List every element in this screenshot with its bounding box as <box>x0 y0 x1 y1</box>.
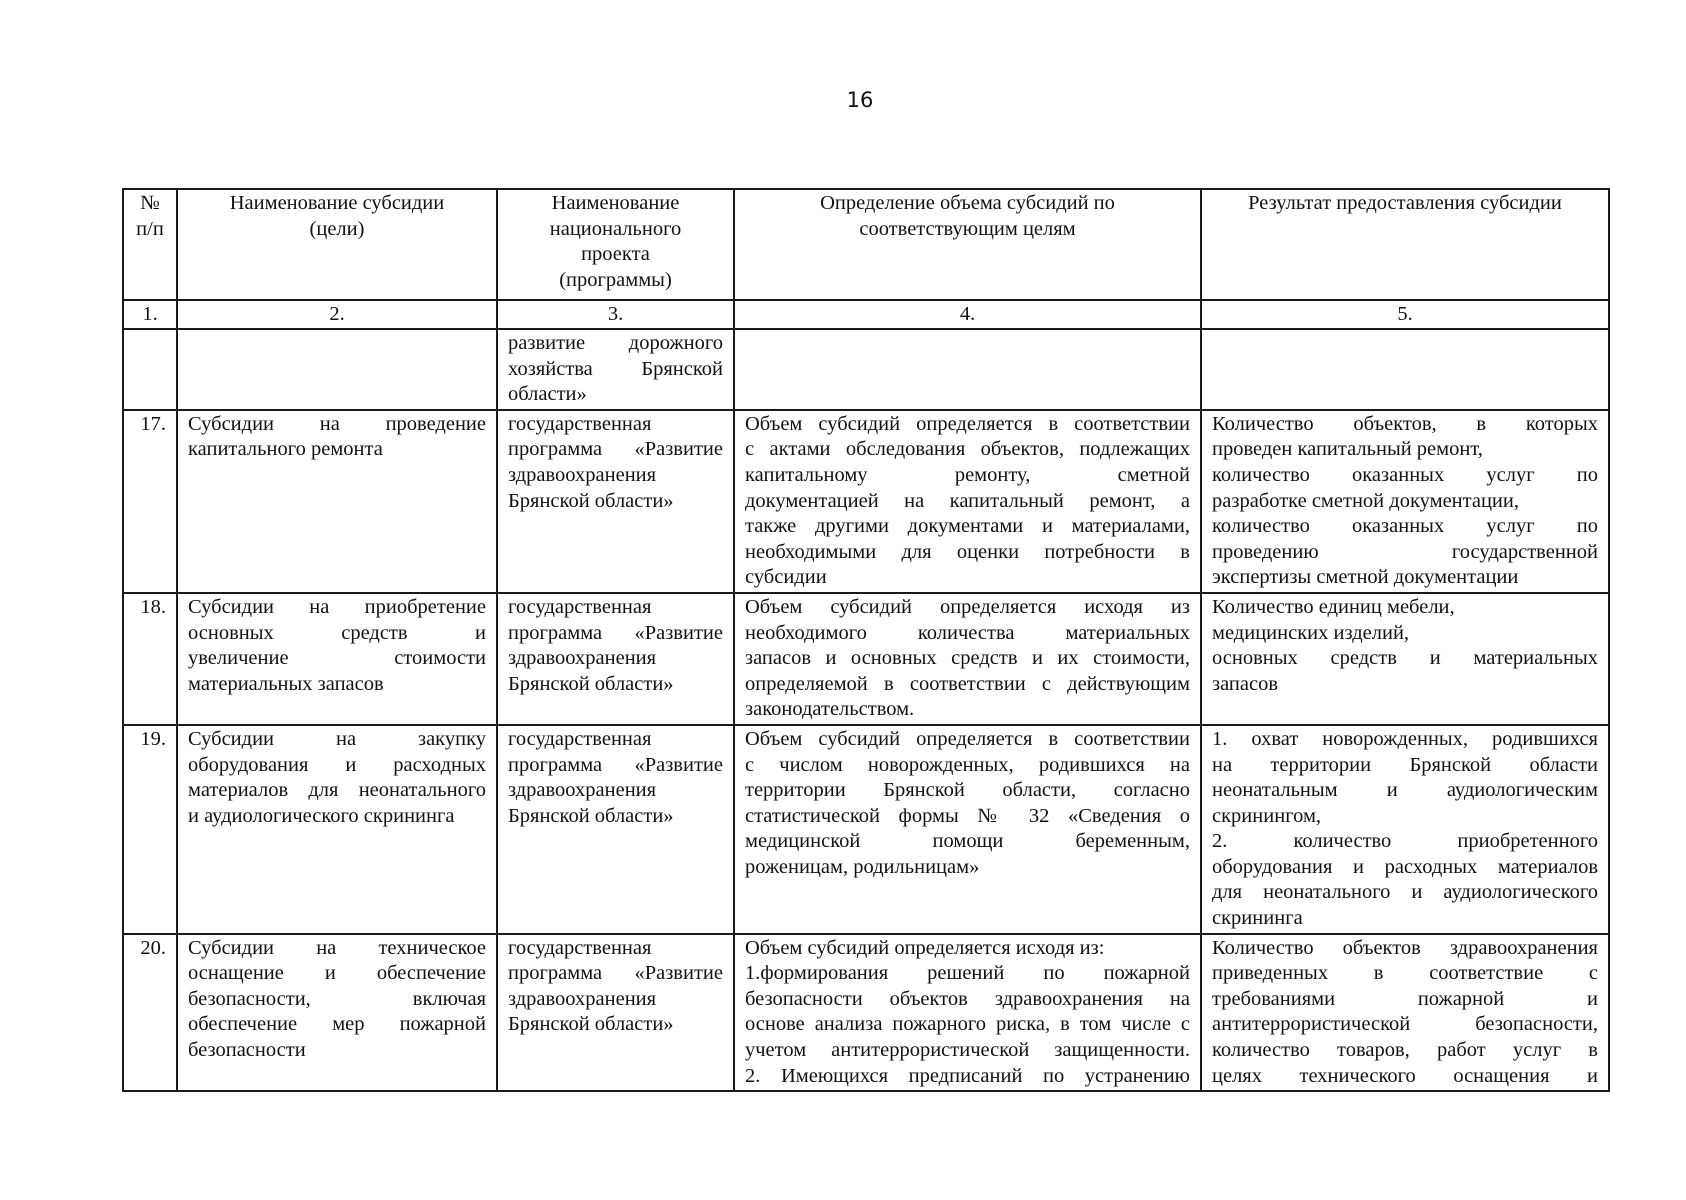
text-line: программа «Развитие <box>508 621 723 644</box>
page-number: 16 <box>846 88 874 112</box>
subsidy-table <box>122 188 1610 1092</box>
text-line: Объем субсидий определяется в соответствии <box>745 412 1190 435</box>
column-number: 1. <box>123 300 177 329</box>
text-line: основе анализа пожарного риска, в том числе с <box>745 1013 1190 1036</box>
row-volume-definition <box>734 725 1201 934</box>
text-line: здравоохранения <box>508 463 657 486</box>
text-line: безопасности, включая <box>188 987 486 1010</box>
text-line: Объем субсидий определяется в соответствии <box>745 727 1190 750</box>
text-line: материалов для неонатального <box>188 779 486 802</box>
text-line: развитие дорожного <box>508 332 723 354</box>
text-line: скринингом, <box>1212 804 1322 827</box>
row-volume-definition <box>734 934 1201 1092</box>
header-line: Наименование субсидии <box>229 192 445 214</box>
row-subsidy-name <box>177 410 497 593</box>
text-line: для неонатального и аудиологического <box>1212 881 1598 904</box>
column-number: 4. <box>734 300 1201 329</box>
text-line: 2. количество приобретенного <box>1212 830 1598 853</box>
text-line: здравоохранения <box>508 987 657 1010</box>
text-line: Количество объектов здравоохранения <box>1212 936 1598 959</box>
row-number: 17. <box>123 410 177 593</box>
text-line: с числом новорожденных, родившихся на <box>745 753 1190 776</box>
text-line: законодательством. <box>745 698 915 721</box>
text-line: программа «Развитие <box>508 438 723 461</box>
text-line: антитеррористической безопасности, <box>1212 1013 1598 1036</box>
table-row <box>123 934 1609 1092</box>
header-line: Результат предоставления субсидии <box>1248 192 1562 214</box>
text-line: скрининга <box>1212 907 1303 930</box>
text-line: капитального ремонта <box>188 438 383 461</box>
row-result <box>1201 725 1609 934</box>
row-number <box>123 329 177 410</box>
text-line: Брянской области» <box>508 672 674 695</box>
row-number: 20. <box>123 934 177 1092</box>
text-line: государственная <box>508 727 652 750</box>
text-line: статистической формы № 32 «Сведения о <box>745 804 1190 827</box>
row-result <box>1201 410 1609 593</box>
row-subsidy-name <box>177 329 497 410</box>
text-line: обеспечение мер пожарной <box>188 1013 486 1036</box>
header-line: п/п <box>136 217 164 240</box>
text-line: на территории Брянской области <box>1212 753 1598 776</box>
text-line: территории Брянской области, согласно <box>745 779 1190 802</box>
row-result <box>1201 934 1609 1092</box>
column-number: 5. <box>1201 300 1609 329</box>
text-line: Брянской области» <box>508 804 674 827</box>
text-line: оснащение и обеспечение <box>188 962 486 985</box>
table-header-row <box>123 189 1609 300</box>
header-line: № <box>140 192 160 214</box>
text-line: безопасности объектов здравоохранения на <box>745 987 1190 1010</box>
text-line: 1. охват новорожденных, родившихся <box>1212 727 1598 750</box>
row-volume-definition <box>734 410 1201 593</box>
text-line: разработке сметной документации, <box>1212 489 1519 512</box>
row-result <box>1201 593 1609 725</box>
text-line: необходимыми для оценки потребности в <box>745 540 1190 563</box>
header-result <box>1201 189 1609 300</box>
text-line: медицинской помощи беременным, <box>745 830 1190 853</box>
column-number: 2. <box>177 300 497 329</box>
row-project-name <box>497 593 734 725</box>
text-line: оборудования и расходных <box>188 753 486 776</box>
text-line: приведенных в соответствие с <box>1212 962 1598 985</box>
table-row <box>123 725 1609 934</box>
text-line: программа «Развитие <box>508 962 723 985</box>
row-project-name <box>497 410 734 593</box>
text-line: увеличение стоимости <box>188 647 486 670</box>
row-project-name <box>497 725 734 934</box>
row-number: 18. <box>123 593 177 725</box>
text-line: области» <box>508 383 587 406</box>
column-number: 3. <box>497 300 734 329</box>
text-line: Субсидии на приобретение <box>188 595 486 618</box>
row-subsidy-name <box>177 725 497 934</box>
row-number: 19. <box>123 725 177 934</box>
text-line: роженицам, родильницам» <box>745 855 980 878</box>
text-line: Объем субсидий определяется исходя из <box>745 595 1190 618</box>
text-line: программа «Развитие <box>508 753 723 776</box>
text-line: Брянской области» <box>508 489 674 512</box>
header-line: национального <box>549 217 682 240</box>
header-line: проекта <box>581 243 650 266</box>
text-line: необходимого количества материальных <box>745 621 1190 644</box>
text-line: оборудования и расходных материалов <box>1212 855 1598 878</box>
row-result <box>1201 329 1609 410</box>
text-line: здравоохранения <box>508 779 657 802</box>
text-line: Объем субсидий определяется исходя из: <box>745 936 1105 959</box>
header-number <box>123 189 177 300</box>
text-line: проведен капитальный ремонт, <box>1212 438 1483 461</box>
header-line: соответствующим целям <box>859 217 1076 240</box>
text-line: количество оказанных услуг по <box>1212 463 1598 486</box>
table-row-continued <box>123 329 1609 410</box>
text-line: Субсидии на техническое <box>188 936 486 959</box>
text-line: также другими документами и материалами, <box>745 515 1190 538</box>
header-line: (цели) <box>309 217 365 240</box>
text-line: Количество единиц мебели, <box>1212 595 1455 618</box>
text-line: государственная <box>508 412 652 435</box>
column-number-row <box>123 300 1609 329</box>
text-line: с актами обследования объектов, подлежащих <box>745 438 1190 461</box>
text-line: Брянской области» <box>508 1013 674 1036</box>
text-line: государственная <box>508 936 652 959</box>
text-line: государственная <box>508 595 652 618</box>
text-line: безопасности <box>188 1039 306 1062</box>
header-volume-definition <box>734 189 1201 300</box>
text-line: основных средств и материальных <box>1212 647 1598 670</box>
row-project-name <box>497 934 734 1092</box>
text-line: здравоохранения <box>508 647 657 670</box>
text-line: Субсидии на закупку <box>188 727 486 750</box>
text-line: запасов и основных средств и их стоимости, <box>745 647 1190 670</box>
text-line: и аудиологического скрининга <box>188 804 455 827</box>
text-line: неонатальным и аудиологическим <box>1212 779 1598 802</box>
text-line: 2. Имеющихся предписаний по устранению <box>745 1064 1190 1087</box>
table-row <box>123 593 1609 725</box>
header-subsidy-name <box>177 189 497 300</box>
row-subsidy-name <box>177 593 497 725</box>
header-line: Определение объема субсидий по <box>820 192 1115 214</box>
header-project-name <box>497 189 734 300</box>
text-line: требованиями пожарной и <box>1212 987 1598 1010</box>
row-volume-definition <box>734 593 1201 725</box>
text-line: учетом антитеррористической защищенности. <box>745 1039 1190 1062</box>
text-line: основных средств и <box>188 621 486 644</box>
text-line: количество товаров, работ услуг в <box>1212 1039 1598 1062</box>
text-line: хозяйства Брянской <box>508 357 723 380</box>
text-line: экспертизы сметной документации <box>1212 566 1519 589</box>
row-volume-definition <box>734 329 1201 410</box>
table-row <box>123 410 1609 593</box>
text-line: определяемой в соответствии с действующим <box>745 672 1190 695</box>
text-line: материальных запасов <box>188 672 384 695</box>
text-line: запасов <box>1212 672 1279 695</box>
text-line: Субсидии на проведение <box>188 412 486 435</box>
text-line: 1.формирования решений по пожарной <box>745 962 1190 985</box>
row-subsidy-name <box>177 934 497 1092</box>
text-line: документацией на капитальный ремонт, а <box>745 489 1190 512</box>
text-line: капитальному ремонту, сметной <box>745 463 1190 486</box>
text-line: субсидии <box>745 566 827 589</box>
text-line: количество оказанных услуг по <box>1212 515 1598 538</box>
row-project-name <box>497 329 734 410</box>
header-line: Наименование <box>551 192 680 214</box>
header-line: (программы) <box>559 268 672 291</box>
text-line: целях технического оснащения и <box>1212 1064 1598 1087</box>
text-line: Количество объектов, в которых <box>1212 412 1598 435</box>
text-line: проведению государственной <box>1212 540 1598 563</box>
text-line: медицинских изделий, <box>1212 621 1410 644</box>
